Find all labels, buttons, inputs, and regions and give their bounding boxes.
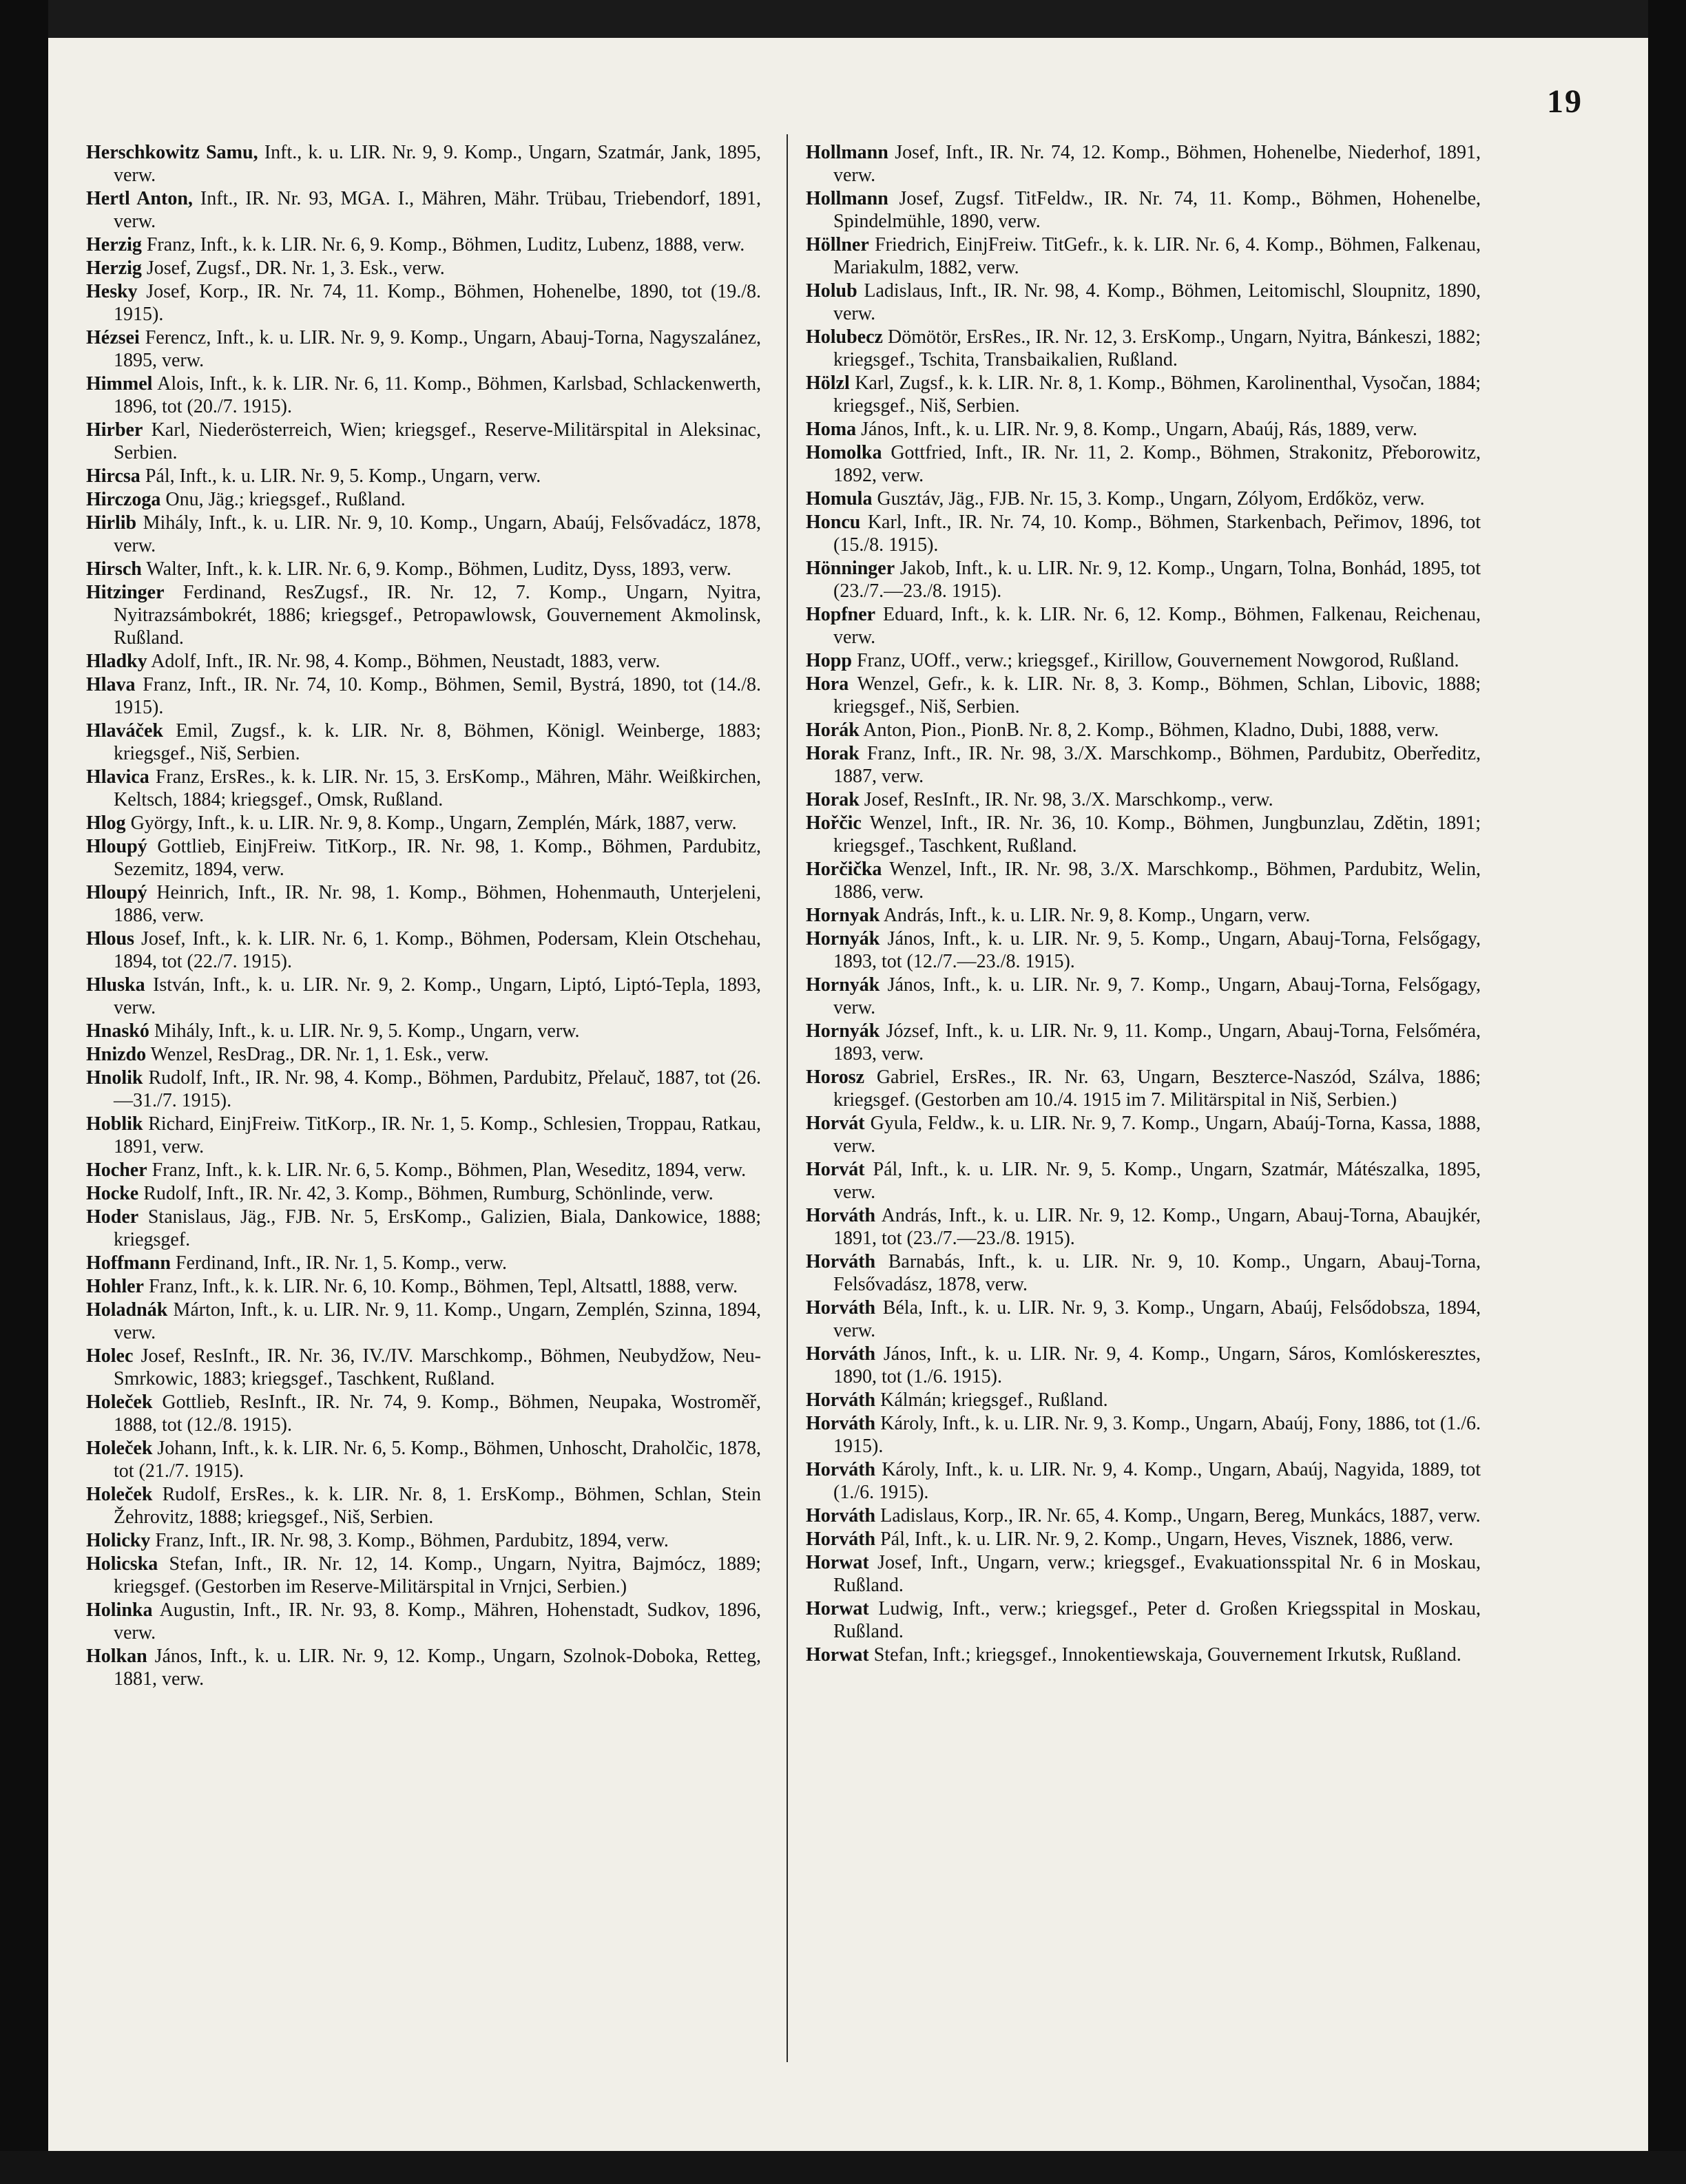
entry-surname: Hloupý bbox=[86, 882, 147, 903]
roll-entry bbox=[86, 1159, 761, 1182]
entry-surname: Holubecz bbox=[806, 326, 883, 348]
roll-entry bbox=[86, 1043, 761, 1066]
entry-surname: Holeček bbox=[86, 1438, 153, 1459]
entry-details: Gusztáv, Jäg., FJB. Nr. 15, 3. Komp., Ungarn, Zólyom, Erdőköz, verw. bbox=[872, 488, 1425, 510]
entry-details: Wenzel, Gefr., k. k. LIR. Nr. 8, 3. Komp., Böhmen, Schlan, Libovic, 1888; kriegsgef., Niš, Serbien. bbox=[833, 673, 1481, 717]
roll-entry bbox=[806, 418, 1481, 441]
roll-entry bbox=[806, 927, 1481, 973]
entry-surname: Herzig bbox=[86, 234, 142, 255]
entry-surname: Hlog bbox=[86, 812, 126, 834]
entry-details: Wenzel, Inft., IR. Nr. 98, 3./X. Marschkomp., Böhmen, Pardubitz, Welin, 1886, verw. bbox=[833, 859, 1481, 903]
roll-entry bbox=[86, 720, 761, 765]
entry-surname: Holub bbox=[806, 280, 857, 302]
entry-details: Heinrich, Inft., IR. Nr. 98, 1. Komp., Böhmen, Hohenmauth, Unterjeleni, 1886, verw. bbox=[114, 882, 761, 926]
entry-details: Gyula, Feldw., k. u. LIR. Nr. 9, 7. Komp., Ungarn, Abaúj-Torna, Kassa, 1888, verw. bbox=[833, 1113, 1481, 1157]
entry-surname: Hocke bbox=[86, 1183, 139, 1204]
roll-entry bbox=[806, 603, 1481, 649]
entry-details: Stefan, Inft.; kriegsgef., Innokentiewskaja, Gouvernement Irkutsk, Rußland. bbox=[868, 1644, 1461, 1666]
roll-entry bbox=[806, 187, 1481, 233]
entry-details: Rudolf, ErsRes., k. k. LIR. Nr. 8, 1. ErsKomp., Böhmen, Schlan, Stein Žehrovitz, 1888; kriegsgef., Niš, Serbien. bbox=[114, 1484, 761, 1528]
entry-details: Barnabás, Inft., k. u. LIR. Nr. 9, 10. Komp., Ungarn, Abauj-Torna, Felsővadász, 1878, verw. bbox=[833, 1251, 1481, 1295]
page-number: 19 bbox=[1547, 83, 1583, 120]
roll-entry bbox=[806, 280, 1481, 325]
entry-details: Márton, Inft., k. u. LIR. Nr. 9, 11. Komp., Ungarn, Zemplén, Szinna, 1894, verw. bbox=[114, 1299, 761, 1343]
entry-surname: Herzig bbox=[86, 258, 142, 279]
roll-entry bbox=[86, 1067, 761, 1112]
entry-details: Franz, Inft., k. k. LIR. Nr. 6, 10. Komp., Böhmen, Tepl, Altsattl, 1888, verw. bbox=[144, 1276, 738, 1297]
entry-details: Franz, Inft., IR. Nr. 98, 3./X. Marschkomp., Böhmen, Pardubitz, Oberředitz, 1887, verw. bbox=[833, 743, 1481, 787]
roll-entry bbox=[86, 974, 761, 1019]
roll-entry bbox=[806, 372, 1481, 417]
entry-surname: Herschkowitz Samu, bbox=[86, 142, 258, 163]
roll-entry bbox=[86, 1553, 761, 1598]
entry-details: Gottlieb, EinjFreiw. TitKorp., IR. Nr. 98, 1. Komp., Böhmen, Pardubitz, Sezemitz, 1894, verw. bbox=[114, 836, 761, 880]
entry-details: Josef, ResInft., IR. Nr. 98, 3./X. Marschkomp., verw. bbox=[859, 789, 1273, 810]
roll-entry bbox=[806, 1597, 1481, 1643]
entry-surname: Hönninger bbox=[806, 558, 895, 579]
entry-details: Gottfried, Inft., IR. Nr. 11, 2. Komp., Böhmen, Strakonitz, Přeborowitz, 1892, verw. bbox=[833, 442, 1481, 486]
roll-entry bbox=[806, 141, 1481, 187]
roll-entry bbox=[86, 835, 761, 881]
entry-surname: Hohler bbox=[86, 1276, 144, 1297]
entry-details: Karl, Inft., IR. Nr. 74, 10. Komp., Böhmen, Starkenbach, Peřimov, 1896, tot (15./8. 1915). bbox=[833, 512, 1481, 556]
entry-surname: Homolka bbox=[806, 442, 882, 463]
roll-entry bbox=[806, 1204, 1481, 1250]
roll-entry bbox=[806, 1250, 1481, 1296]
entry-surname: Horák bbox=[806, 720, 860, 741]
entry-details: Mihály, Inft., k. u. LIR. Nr. 9, 10. Komp., Ungarn, Abaúj, Felsővadácz, 1878, verw. bbox=[114, 512, 761, 556]
entry-surname: Holicska bbox=[86, 1553, 158, 1575]
entry-surname: Horvát bbox=[806, 1159, 865, 1180]
entry-surname: Himmel bbox=[86, 373, 153, 395]
entry-details: Franz, Inft., k. k. LIR. Nr. 6, 9. Komp., Böhmen, Luditz, Lubenz, 1888, verw. bbox=[141, 234, 745, 255]
entry-details: Károly, Inft., k. u. LIR. Nr. 9, 3. Komp., Ungarn, Abaúj, Fony, 1886, tot (1./6. 1915). bbox=[833, 1413, 1481, 1457]
roll-entry bbox=[806, 974, 1481, 1019]
entry-surname: Holicky bbox=[86, 1530, 151, 1551]
entry-details: Ludwig, Inft., verw.; kriegsgef., Peter d. Großen Kriegsspital in Moskau, Rußland. bbox=[833, 1598, 1481, 1642]
roll-entry bbox=[806, 1020, 1481, 1065]
entry-surname: Hluska bbox=[86, 974, 145, 996]
entry-surname: Hlous bbox=[86, 928, 135, 949]
roll-entry bbox=[806, 1528, 1481, 1551]
entry-surname: Horčička bbox=[806, 859, 882, 880]
entry-surname: Hopp bbox=[806, 650, 852, 671]
entry-details: Franz, Inft., IR. Nr. 74, 10. Komp., Böhmen, Semil, Bystrá, 1890, tot (14./8. 1915). bbox=[114, 674, 761, 718]
entry-surname: Horváth bbox=[806, 1413, 876, 1434]
entry-details: Ferdinand, Inft., IR. Nr. 1, 5. Komp., verw. bbox=[170, 1252, 508, 1274]
roll-entry bbox=[806, 812, 1481, 857]
roll-entry bbox=[86, 1113, 761, 1158]
roll-entry bbox=[86, 465, 761, 487]
roll-entry bbox=[806, 1066, 1481, 1111]
roll-entry bbox=[806, 904, 1481, 927]
roll-entry bbox=[86, 1299, 761, 1344]
left-column bbox=[86, 141, 761, 2097]
entry-details: Béla, Inft., k. u. LIR. Nr. 9, 3. Komp., Ungarn, Abaúj, Felsődobsza, 1894, verw. bbox=[833, 1297, 1481, 1341]
entry-surname: Holeček bbox=[86, 1392, 153, 1413]
roll-entry bbox=[806, 649, 1481, 672]
entry-surname: Horváth bbox=[806, 1459, 876, 1480]
entry-surname: Homa bbox=[806, 419, 857, 440]
entry-surname: Hlava bbox=[86, 674, 136, 695]
roll-entry bbox=[86, 233, 761, 256]
entry-details: István, Inft., k. u. LIR. Nr. 9, 2. Komp., Ungarn, Liptó, Liptó-Tepla, 1893, verw. bbox=[114, 974, 761, 1018]
entry-details: Josef, Inft., k. k. LIR. Nr. 6, 1. Komp., Böhmen, Podersam, Klein Otschehau, 1894, tot (22./7. 1915). bbox=[114, 928, 761, 972]
roll-entry bbox=[86, 1437, 761, 1482]
entry-details: János, Inft., k. u. LIR. Nr. 9, 5. Komp., Ungarn, Abauj-Torna, Felsőgagy, 1893, tot (12./7.—23./8. 1915). bbox=[833, 928, 1481, 972]
entry-surname: Hornyák bbox=[806, 1020, 880, 1042]
entry-surname: Hitzinger bbox=[86, 582, 165, 603]
roll-entry bbox=[86, 488, 761, 511]
entry-details: Gabriel, ErsRes., IR. Nr. 63, Ungarn, Beszterce-Naszód, Szálva, 1886; kriegsgef. (Gestorben am 10./4. 1915 im 7. Militärspital in Niš, Serbien.) bbox=[833, 1067, 1481, 1111]
entry-surname: Hocher bbox=[86, 1159, 147, 1181]
roll-entry bbox=[806, 1551, 1481, 1597]
entry-surname: Hirlib bbox=[86, 512, 137, 534]
roll-entry bbox=[86, 257, 761, 280]
entry-details: János, Inft., k. u. LIR. Nr. 9, 8. Komp., Ungarn, Abaúj, Rás, 1889, verw. bbox=[856, 419, 1417, 440]
entry-surname: Hirczoga bbox=[86, 489, 161, 510]
entry-surname: Horváth bbox=[806, 1297, 876, 1319]
entry-details: Stanislaus, Jäg., FJB. Nr. 5, ErsKomp., Galizien, Biala, Dankowice, 1888; kriegsgef. bbox=[114, 1206, 761, 1250]
entry-details: Dömötör, ErsRes., IR. Nr. 12, 3. ErsKomp., Ungarn, Nyitra, Bánkeszi, 1882; kriegsgef., Tschita, Transbaikalien, Rußland. bbox=[833, 326, 1481, 370]
roll-entry bbox=[86, 881, 761, 927]
entry-surname: Hoffmann bbox=[86, 1252, 171, 1274]
entry-details: György, Inft., k. u. LIR. Nr. 9, 8. Komp., Ungarn, Zemplén, Márk, 1887, verw. bbox=[125, 812, 737, 834]
entry-surname: Hircsa bbox=[86, 465, 140, 487]
roll-entry bbox=[806, 1458, 1481, 1504]
entry-surname: Holeček bbox=[86, 1484, 153, 1505]
entry-details: Onu, Jäg.; kriegsgef., Rußland. bbox=[160, 489, 406, 510]
roll-entry bbox=[806, 1644, 1481, 1666]
entry-details: András, Inft., k. u. LIR. Nr. 9, 8. Komp., Ungarn, verw. bbox=[880, 905, 1311, 926]
entry-details: Walter, Inft., k. k. LIR. Nr. 6, 9. Komp., Böhmen, Luditz, Dyss, 1893, verw. bbox=[141, 558, 731, 580]
entry-details: Alois, Inft., k. k. LIR. Nr. 6, 11. Komp., Böhmen, Karlsbad, Schlackenwerth, 1896, tot (20./7. 1915). bbox=[114, 373, 761, 417]
entry-surname: Hornyak bbox=[806, 905, 880, 926]
entry-details: Ferdinand, ResZugsf., IR. Nr. 12, 7. Komp., Ungarn, Nyitra, Nyitrazsámbokrét, 1886; kriegsgef., Petropawlowsk, Gouvernement Akmolinsk, Rußland. bbox=[114, 582, 761, 649]
roll-entry bbox=[86, 280, 761, 326]
entry-details: Wenzel, ResDrag., DR. Nr. 1, 1. Esk., verw. bbox=[146, 1044, 489, 1065]
entry-surname: Hlavica bbox=[86, 766, 149, 788]
entry-surname: Horváth bbox=[806, 1505, 876, 1526]
entry-details: Pál, Inft., k. u. LIR. Nr. 9, 5. Komp., Ungarn, Szatmár, Mátészalka, 1895, verw. bbox=[833, 1159, 1481, 1203]
roll-entry bbox=[806, 557, 1481, 602]
roll-entry bbox=[86, 1020, 761, 1042]
entry-details: Pál, Inft., k. u. LIR. Nr. 9, 2. Komp., Ungarn, Heves, Visznek, 1886, verw. bbox=[875, 1529, 1454, 1550]
entry-surname: Hnaskó bbox=[86, 1020, 149, 1042]
entry-surname: Honcu bbox=[806, 512, 861, 533]
scan-border-left bbox=[0, 0, 48, 2184]
entry-surname: Hora bbox=[806, 673, 849, 695]
roll-entry bbox=[86, 1345, 761, 1390]
entry-details: Richard, EinjFreiw. TitKorp., IR. Nr. 1, 5. Komp., Schlesien, Troppau, Ratkau, 1891, verw. bbox=[114, 1113, 761, 1157]
roll-entry bbox=[806, 673, 1481, 718]
entry-details: Adolf, Inft., IR. Nr. 98, 4. Komp., Böhmen, Neustadt, 1883, verw. bbox=[147, 651, 660, 672]
roll-entry bbox=[86, 419, 761, 464]
entry-details: Inft., IR. Nr. 93, MGA. I., Mähren, Mähr. Trübau, Triebendorf, 1891, verw. bbox=[114, 188, 761, 232]
entry-surname: Holec bbox=[86, 1345, 134, 1367]
entry-details: Anton, Pion., PionB. Nr. 8, 2. Komp., Böhmen, Kladno, Dubi, 1888, verw. bbox=[859, 720, 1439, 741]
entry-details: Eduard, Inft., k. k. LIR. Nr. 6, 12. Komp., Böhmen, Falkenau, Reichenau, verw. bbox=[833, 604, 1481, 648]
entry-surname: Hézsei bbox=[86, 327, 140, 348]
entry-details: Karl, Zugsf., k. k. LIR. Nr. 8, 1. Komp., Böhmen, Karolinenthal, Vysočan, 1884; kriegsgef., Niš, Serbien. bbox=[833, 372, 1481, 417]
entry-details: József, Inft., k. u. LIR. Nr. 9, 11. Komp., Ungarn, Abauj-Torna, Felsőméra, 1893, verw. bbox=[833, 1020, 1481, 1064]
roll-entry bbox=[86, 812, 761, 834]
roll-entry bbox=[86, 1599, 761, 1644]
entry-details: Pál, Inft., k. u. LIR. Nr. 9, 5. Komp., Ungarn, verw. bbox=[140, 465, 541, 487]
entry-surname: Hornyák bbox=[806, 974, 880, 996]
entry-surname: Horváth bbox=[806, 1205, 876, 1226]
entry-surname: Hollmann bbox=[806, 188, 888, 209]
roll-entry bbox=[86, 1252, 761, 1274]
entry-surname: Horváth bbox=[806, 1343, 876, 1365]
entry-surname: Homula bbox=[806, 488, 873, 510]
scan-border-right bbox=[1648, 0, 1686, 2184]
roll-entry bbox=[806, 1158, 1481, 1204]
entry-details: Ladislaus, Inft., IR. Nr. 98, 4. Komp., Böhmen, Leitomischl, Sloupnitz, 1890, verw. bbox=[833, 280, 1481, 324]
entry-details: János, Inft., k. u. LIR. Nr. 9, 12. Komp., Ungarn, Szolnok-Doboka, Retteg, 1881, verw. bbox=[114, 1646, 761, 1690]
entry-surname: Hopfner bbox=[806, 604, 876, 625]
scan-border-top bbox=[0, 0, 1686, 38]
entry-details: Ladislaus, Korp., IR. Nr. 65, 4. Komp., Ungarn, Bereg, Munkács, 1887, verw. bbox=[875, 1505, 1481, 1526]
right-column bbox=[806, 141, 1481, 2097]
entry-surname: Hollmann bbox=[806, 142, 888, 163]
column-divider bbox=[787, 134, 788, 2062]
entry-surname: Horváth bbox=[806, 1251, 876, 1272]
entry-details: András, Inft., k. u. LIR. Nr. 9, 12. Komp., Ungarn, Abauj-Torna, Abaujkér, 1891, tot (23./7.—23./8. 1915). bbox=[833, 1205, 1481, 1249]
entry-surname: Hloupý bbox=[86, 836, 147, 857]
entry-surname: Holadnák bbox=[86, 1299, 168, 1321]
entry-surname: Horvát bbox=[806, 1113, 865, 1134]
entry-details: Karl, Niederösterreich, Wien; kriegsgef., Reserve-Militärspital in Aleksinac, Serbien. bbox=[114, 419, 761, 463]
roll-entry bbox=[86, 673, 761, 719]
roll-entry bbox=[806, 719, 1481, 742]
entry-surname: Horosz bbox=[806, 1067, 865, 1088]
entry-surname: Holkan bbox=[86, 1646, 147, 1667]
roll-entry bbox=[806, 233, 1481, 279]
entry-details: Josef, ResInft., IR. Nr. 36, IV./IV. Marschkomp., Böhmen, Neubydžow, Neu-Smrkowic, 1883; kriegsgef., Taschkent, Rußland. bbox=[114, 1345, 761, 1389]
entry-surname: Horwat bbox=[806, 1552, 869, 1573]
roll-entry bbox=[806, 511, 1481, 556]
roll-entry bbox=[86, 141, 761, 187]
roll-entry bbox=[86, 1206, 761, 1251]
entry-surname: Hořčic bbox=[806, 812, 862, 834]
entry-details: Josef, Inft., Ungarn, verw.; kriegsgef., Evakuationsspital Nr. 6 in Moskau, Rußland. bbox=[833, 1552, 1481, 1596]
roll-entry bbox=[86, 1275, 761, 1298]
roll-entry bbox=[806, 1112, 1481, 1157]
entry-surname: Hesky bbox=[86, 281, 138, 302]
entry-details: Rudolf, Inft., IR. Nr. 98, 4. Komp., Böhmen, Pardubitz, Přelauč, 1887, tot (26.—31./7. 1915). bbox=[114, 1067, 761, 1111]
entry-surname: Hnizdo bbox=[86, 1044, 147, 1065]
entry-details: Jakob, Inft., k. u. LIR. Nr. 9, 12. Komp., Ungarn, Tolna, Bonhád, 1895, tot (23./7.—23./8. 1915). bbox=[833, 558, 1481, 602]
entry-surname: Horak bbox=[806, 743, 860, 764]
roll-entry bbox=[86, 372, 761, 418]
entry-surname: Hirber bbox=[86, 419, 143, 441]
roll-entry bbox=[806, 1296, 1481, 1342]
entry-details: Johann, Inft., k. k. LIR. Nr. 6, 5. Komp., Böhmen, Unhoscht, Draholčic, 1878, tot (21./7. 1915). bbox=[114, 1438, 761, 1482]
entry-surname: Hladky bbox=[86, 651, 147, 672]
entry-details: Kálmán; kriegsgef., Rußland. bbox=[875, 1389, 1108, 1411]
entry-surname: Horwat bbox=[806, 1644, 869, 1666]
entry-surname: Horváth bbox=[806, 1529, 876, 1550]
entry-details: Josef, Inft., IR. Nr. 74, 12. Komp., Böhmen, Hohenelbe, Niederhof, 1891, verw. bbox=[833, 142, 1481, 186]
entry-surname: Hoder bbox=[86, 1206, 139, 1228]
roll-entry bbox=[86, 1645, 761, 1690]
entry-details: Friedrich, EinjFreiw. TitGefr., k. k. LIR. Nr. 6, 4. Komp., Böhmen, Falkenau, Mariakulm, 1882, verw. bbox=[833, 234, 1481, 278]
roll-entry bbox=[806, 1504, 1481, 1527]
entry-surname: Hlaváček bbox=[86, 720, 163, 742]
entry-details: Josef, Korp., IR. Nr. 74, 11. Komp., Böhmen, Hohenelbe, 1890, tot (19./8. 1915). bbox=[114, 281, 761, 325]
roll-entry bbox=[86, 1182, 761, 1205]
roll-entry bbox=[86, 1529, 761, 1552]
entry-details: Josef, Zugsf. TitFeldw., IR. Nr. 74, 11. Komp., Böhmen, Hohenelbe, Spindelmühle, 1890, verw. bbox=[833, 188, 1481, 232]
entry-surname: Horak bbox=[806, 789, 860, 810]
roll-entry bbox=[806, 441, 1481, 487]
roll-entry bbox=[806, 487, 1481, 510]
roll-entry bbox=[806, 1389, 1481, 1411]
roll-entry bbox=[806, 788, 1481, 811]
entry-details: Ferencz, Inft., k. u. LIR. Nr. 9, 9. Komp., Ungarn, Abauj-Torna, Nagyszalánez, 1895, verw. bbox=[114, 327, 761, 371]
scan-border-bottom bbox=[0, 2151, 1686, 2184]
roll-entry bbox=[86, 1391, 761, 1436]
entry-surname: Holinka bbox=[86, 1599, 153, 1621]
entry-surname: Hornyák bbox=[806, 928, 880, 949]
entry-surname: Horváth bbox=[806, 1389, 876, 1411]
entry-details: Franz, Inft., k. k. LIR. Nr. 6, 5. Komp., Böhmen, Plan, Weseditz, 1894, verw. bbox=[147, 1159, 747, 1181]
roll-entry bbox=[86, 326, 761, 372]
roll-entry bbox=[86, 1483, 761, 1529]
roll-entry bbox=[86, 558, 761, 580]
roll-entry bbox=[86, 927, 761, 973]
entry-details: Franz, Inft., IR. Nr. 98, 3. Komp., Böhmen, Pardubitz, 1894, verw. bbox=[150, 1530, 669, 1551]
entry-surname: Hnolik bbox=[86, 1067, 143, 1089]
entry-surname: Höllner bbox=[806, 234, 869, 255]
entry-details: Károly, Inft., k. u. LIR. Nr. 9, 4. Komp., Ungarn, Abaúj, Nagyida, 1889, tot (1./6. 1915). bbox=[833, 1459, 1481, 1503]
roll-entry bbox=[806, 858, 1481, 903]
entry-details: Franz, ErsRes., k. k. LIR. Nr. 15, 3. ErsKomp., Mähren, Mähr. Weißkirchen, Keltsch, 1884; kriegsgef., Omsk, Rußland. bbox=[114, 766, 761, 810]
entry-details: Wenzel, Inft., IR. Nr. 36, 10. Komp., Böhmen, Jungbunzlau, Zdětin, 1891; kriegsgef., Taschkent, Rußland. bbox=[833, 812, 1481, 857]
entry-details: Mihály, Inft., k. u. LIR. Nr. 9, 5. Komp., Ungarn, verw. bbox=[149, 1020, 580, 1042]
roll-entry bbox=[86, 650, 761, 673]
entry-details: Augustin, Inft., IR. Nr. 93, 8. Komp., Mähren, Hohenstadt, Sudkov, 1896, verw. bbox=[114, 1599, 761, 1644]
entry-surname: Horwat bbox=[806, 1598, 869, 1619]
entry-details: Gottlieb, ResInft., IR. Nr. 74, 9. Komp., Böhmen, Neupaka, Wostroměř, 1888, tot (12./8. 1915). bbox=[114, 1392, 761, 1436]
roll-entry bbox=[86, 187, 761, 233]
entry-surname: Hoblik bbox=[86, 1113, 143, 1135]
roll-entry bbox=[806, 1412, 1481, 1458]
entry-details: Stefan, Inft., IR. Nr. 12, 14. Komp., Ungarn, Nyitra, Bajmócz, 1889; kriegsgef. (Gestorben im Reserve-Militärspital in Vrnjci, Serbien.) bbox=[114, 1553, 761, 1597]
entry-details: Franz, UOff., verw.; kriegsgef., Kirillow, Gouvernement Nowgorod, Rußland. bbox=[851, 650, 1459, 671]
roll-entry bbox=[86, 581, 761, 649]
entry-details: János, Inft., k. u. LIR. Nr. 9, 4. Komp., Ungarn, Sáros, Komlóskeresztes, 1890, tot (1./6. 1915). bbox=[833, 1343, 1481, 1387]
roll-entry bbox=[86, 766, 761, 811]
entry-details: Emil, Zugsf., k. k. LIR. Nr. 8, Böhmen, Königl. Weinberge, 1883; kriegsgef., Niš, Serbien. bbox=[114, 720, 761, 764]
roll-entry bbox=[806, 742, 1481, 788]
entry-details: János, Inft., k. u. LIR. Nr. 9, 7. Komp., Ungarn, Abauj-Torna, Felsőgagy, verw. bbox=[833, 974, 1481, 1018]
roll-entry bbox=[806, 326, 1481, 371]
roll-entry bbox=[86, 512, 761, 557]
entry-surname: Hertl Anton, bbox=[86, 188, 193, 209]
roll-entry bbox=[806, 1343, 1481, 1388]
entry-details: Inft., k. u. LIR. Nr. 9, 9. Komp., Ungarn, Szatmár, Jank, 1895, verw. bbox=[114, 142, 761, 186]
entry-surname: Hirsch bbox=[86, 558, 142, 580]
entry-surname: Hölzl bbox=[806, 372, 850, 394]
entry-details: Josef, Zugsf., DR. Nr. 1, 3. Esk., verw. bbox=[141, 258, 445, 279]
entry-details: Rudolf, Inft., IR. Nr. 42, 3. Komp., Böhmen, Rumburg, Schönlinde, verw. bbox=[138, 1183, 714, 1204]
